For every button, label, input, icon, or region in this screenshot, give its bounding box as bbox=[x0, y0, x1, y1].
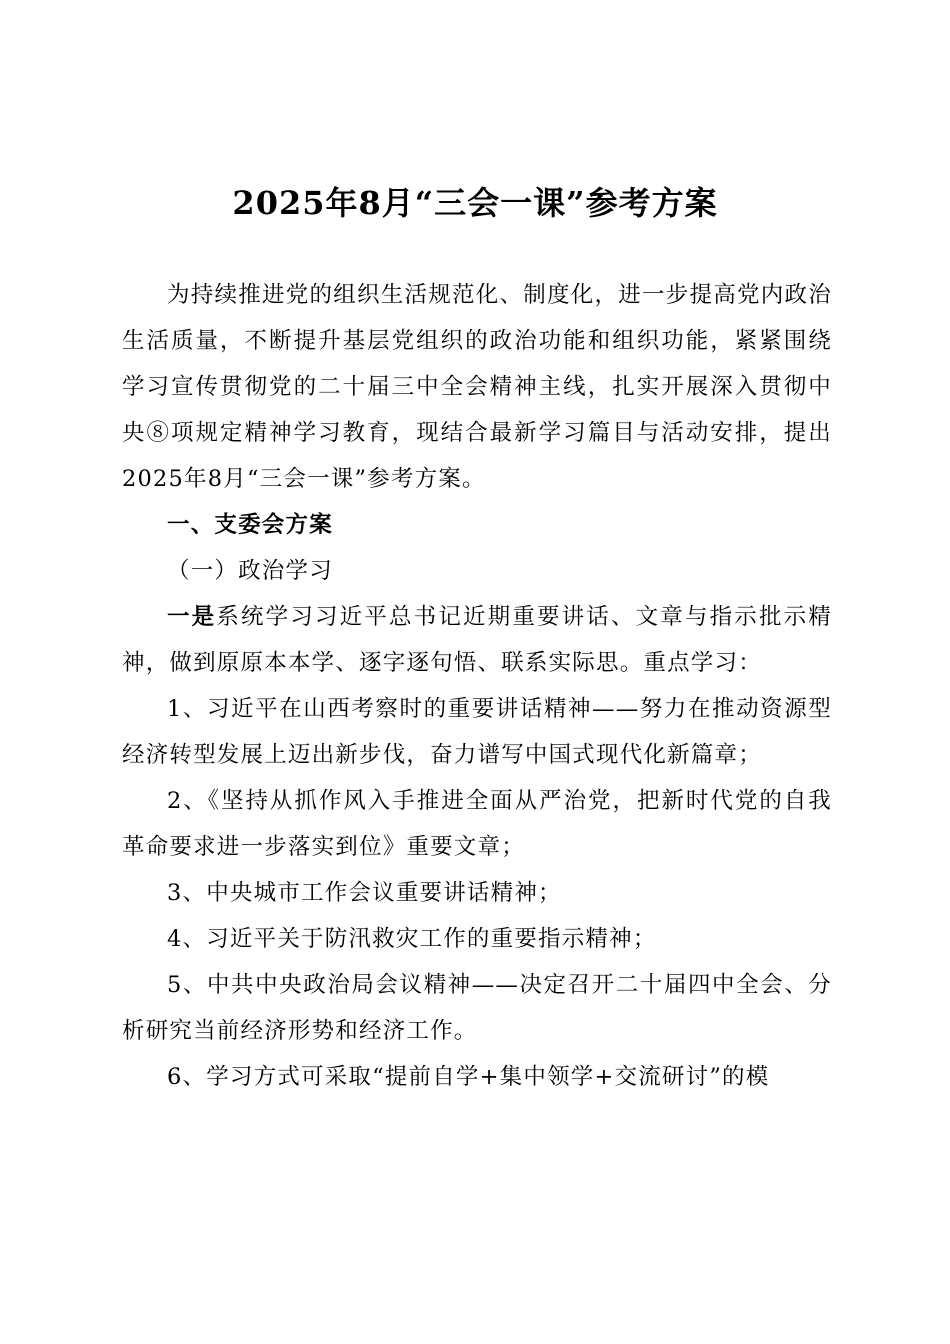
subsection-heading: （一）政治学习 bbox=[167, 558, 333, 584]
document-body bbox=[122, 272, 832, 1100]
section-heading: 一、支委会方案 bbox=[167, 512, 333, 538]
study-item: 4、习近平关于防汛救灾工作的重要指示精神； bbox=[167, 926, 657, 952]
lead-text: 系统学习习近平总书记近期重要讲话、文章与指示批示精神，做到原原本本学、逐字逐句悟、联系实际思。重点学习： bbox=[122, 604, 832, 676]
lead-paragraph bbox=[122, 594, 832, 686]
intro-paragraph: 为持续推进党的组织生活规范化、制度化，进一步提高党内政治生活质量，不断提升基层党组织的政治功能和组织功能，紧紧围绕学习宣传贯彻党的二十届三中全会精神主线，扎实开展深入贯彻中央⑧项规定精神学习教育，现结合最新学习篇目与活动安排，提出2025年8月“三会一课”参考方案。 bbox=[122, 282, 832, 492]
document-title: 2025年8月“三会一课”参考方案 bbox=[232, 184, 718, 222]
study-item: 2、《坚持从抓作风入手推进全面从严治党，把新时代党的自我革命要求进一步落实到位》重要文章； bbox=[122, 788, 832, 860]
study-item: 6、学习方式可采取“提前自学+集中领学+交流研讨”的模 bbox=[167, 1064, 770, 1090]
study-item: 1、习近平在山西考察时的重要讲话精神——努力在推动资源型经济转型发展上迈出新步伐，奋力谱写中国式现代化新篇章； bbox=[122, 696, 832, 768]
study-item: 5、中共中央政治局会议精神——决定召开二十届四中全会、分析研究当前经济形势和经济工作。 bbox=[122, 972, 832, 1044]
lead-bold-text: 一是 bbox=[167, 604, 217, 630]
study-item: 3、中央城市工作会议重要讲话精神； bbox=[167, 880, 562, 906]
